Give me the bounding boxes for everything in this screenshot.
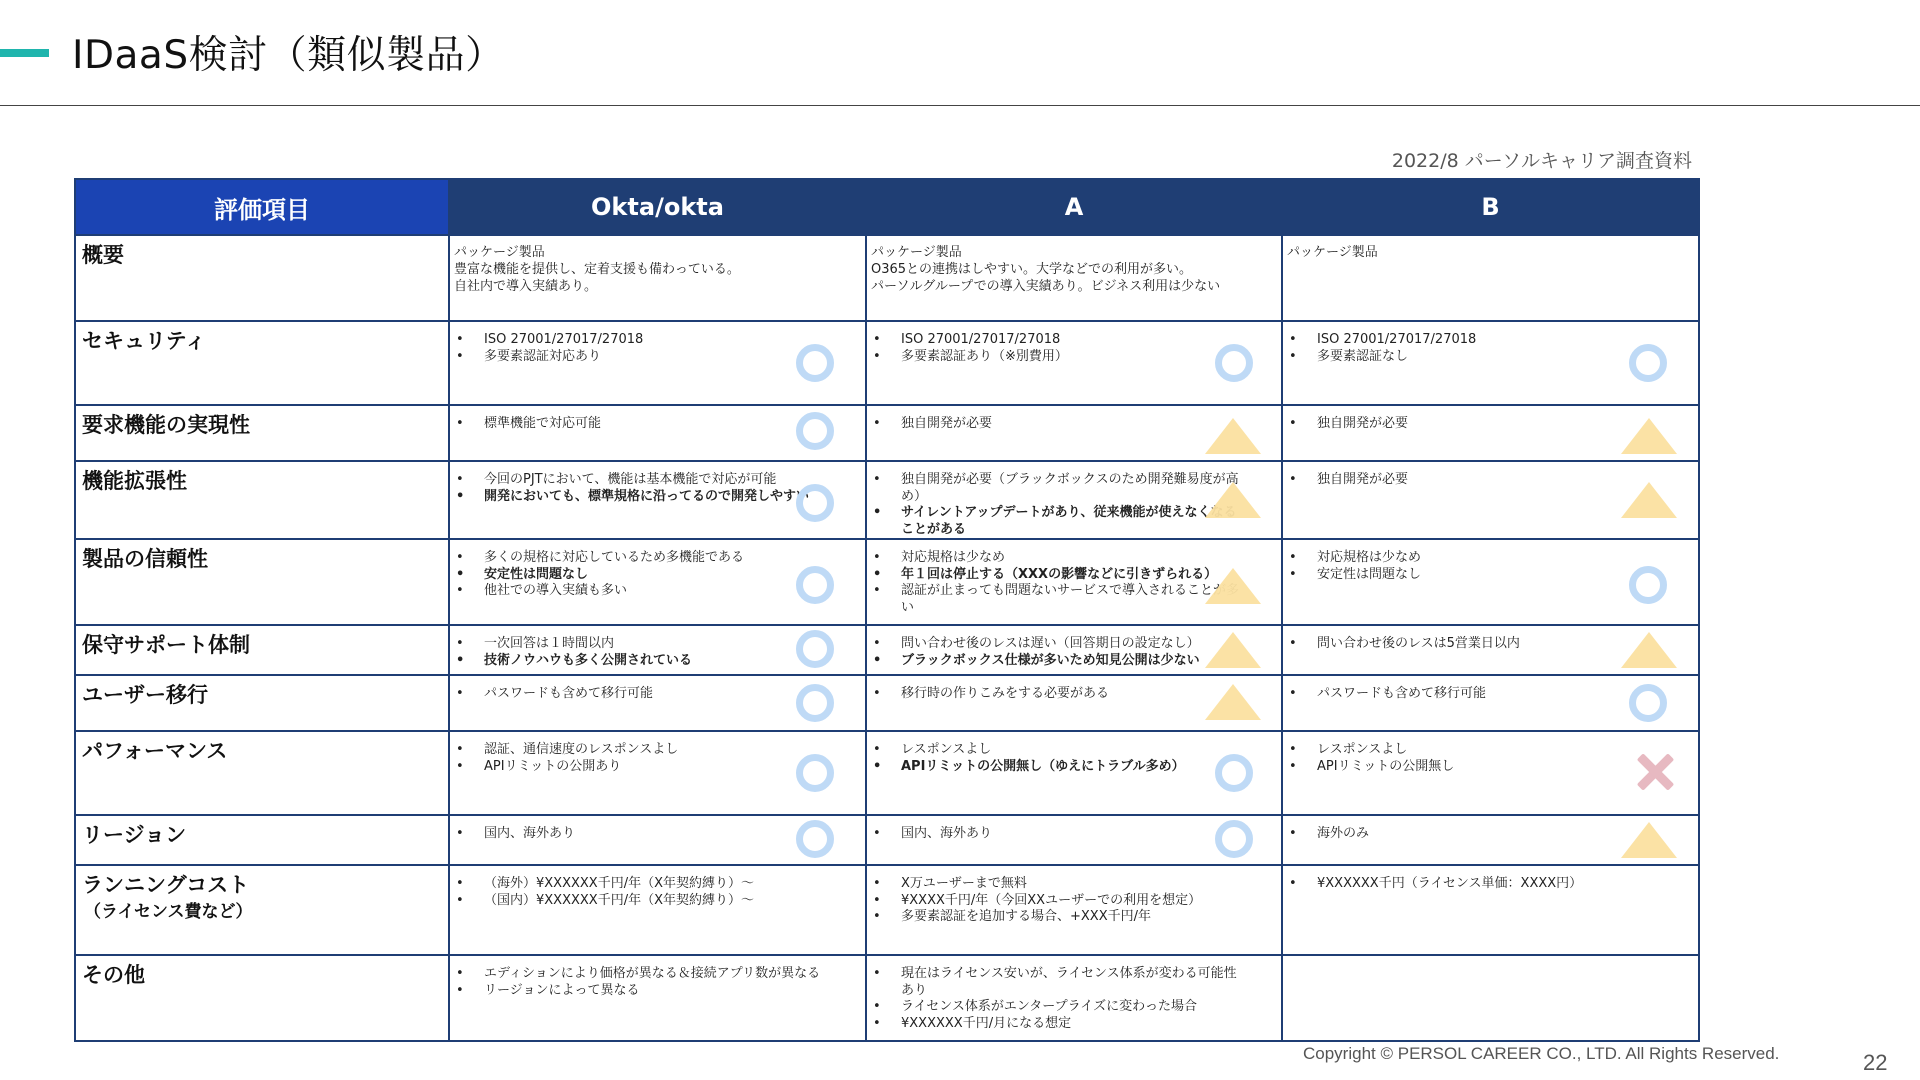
bullet-item: • ブラックボックス仕様が多いため知見公開は少ない [873,653,1241,670]
table-row [75,955,1699,1041]
bullet-item: • APIリミットの公開無し（ゆえにトラブル多め） [873,759,1241,776]
eval-item-cell [75,865,449,955]
bullet-item: • 今回のPJTにおいて、機能は基本機能で対応が可能 [456,472,825,489]
b-cell [1282,321,1699,405]
rating-triangle-icon [1621,482,1677,518]
bullet-item: • サイレントアップデートがあり、従来機能が使えなくなることがある [873,505,1241,538]
table-row [75,235,1699,321]
bullet-item: • ISO 27001/27017/27018 [456,332,825,349]
rating-circle-icon [1215,344,1253,382]
bullet-item: • 現在はライセンス安いが、ライセンス体系が変わる可能性あり [873,966,1241,999]
rating-circle-icon [796,820,834,858]
rating-triangle-icon [1621,418,1677,454]
rating-circle-icon [796,484,834,522]
bullet-item: • パスワードも含めて移行可能 [456,686,825,703]
bullet-item: • （海外）¥XXXXXX千円/年（X年契約縛り）～ [456,876,825,893]
a-cell [866,235,1282,321]
source-note: 2022/8 パーソルキャリア調査資料 [1391,150,1692,172]
okta-cell [449,675,866,731]
header-b: B [1282,179,1699,235]
bullet-item: • レスポンスよし [873,742,1241,759]
b-cell [1282,865,1699,955]
a-cell [866,731,1282,815]
b-cell [1282,675,1699,731]
eval-item-label: リージョン [82,823,187,847]
eval-item-label: セキュリティ [82,329,206,353]
table-row [75,731,1699,815]
bullet-item: • 開発においても、標準規格に沿ってるので開発しやすい [456,489,825,506]
a-cell [866,461,1282,539]
a-cell [866,321,1282,405]
b-cell [1282,235,1699,321]
table-row [75,865,1699,955]
rating-triangle-icon [1621,822,1677,858]
bullet-item: • 移行時の作りこみをする必要がある [873,686,1241,703]
rating-circle-icon [1629,566,1667,604]
bullet-list [450,956,865,999]
table-row [75,461,1699,539]
bullet-item: • 問い合わせ後のレスは5営業日以内 [1289,636,1658,653]
bullet-list [867,956,1281,1032]
okta-cell [449,539,866,625]
b-cell [1282,625,1699,675]
overview-text [867,236,1281,295]
eval-item-cell [75,675,449,731]
bullet-item: • 多くの規格に対応しているため多機能である [456,550,825,567]
bullet-item: • レスポンスよし [1289,742,1658,759]
eval-item-cell [75,955,449,1041]
bullet-item: • APIリミットの公開あり [456,759,825,776]
bullet-item: • 認証、通信速度のレスポンスよし [456,742,825,759]
b-cell [1282,405,1699,461]
bullet-list [450,866,865,909]
rating-cross-icon [1635,752,1675,792]
eval-item-label: 要求機能の実現性 [82,413,250,437]
comparison-table [74,178,1700,1042]
eval-item-label: 機能拡張性 [82,469,187,493]
bullet-item: • 標準機能で対応可能 [456,416,825,433]
bullet-item: • 国内、海外あり [456,826,825,843]
rating-circle-icon [796,630,834,668]
eval-item-cell [75,405,449,461]
rating-triangle-icon [1205,418,1261,454]
eval-item-cell [75,539,449,625]
bullet-item: • ISO 27001/27017/27018 [873,332,1241,349]
bullet-item: • （国内）¥XXXXXX千円/年（X年契約縛り）～ [456,893,825,910]
table-row [75,321,1699,405]
eval-item-cell [75,625,449,675]
title-divider [0,105,1920,106]
bullet-list [867,866,1281,926]
rating-circle-icon [796,566,834,604]
bullet-item: • 多要素認証対応あり [456,349,825,366]
footer-copyright: Copyright © PERSOL CAREER CO., LTD. All Rights Reserved. [1303,1044,1780,1063]
bullet-item: • APIリミットの公開無し [1289,759,1658,776]
bullet-item: • 認証が止まっても問題ないサービスで導入されることが多い [873,583,1241,616]
rating-circle-icon [1215,754,1253,792]
bullet-item: • X万ユーザーまで無料 [873,876,1241,893]
okta-cell [449,625,866,675]
okta-cell [449,815,866,865]
bullet-item: • パスワードも含めて移行可能 [1289,686,1658,703]
okta-cell [449,321,866,405]
eval-item-label: ランニングコスト [82,873,250,897]
table-row [75,405,1699,461]
a-cell [866,539,1282,625]
bullet-item: • 技術ノウハウも多く公開されている [456,653,825,670]
bullet-item: • 問い合わせ後のレスは遅い（回答期日の設定なし） [873,636,1241,653]
eval-item-label: 概要 [82,243,124,267]
bullet-item: • 多要素認証あり（※別費用） [873,349,1241,366]
table-row [75,815,1699,865]
eval-item-label: パフォーマンス [82,739,228,763]
eval-item-cell [75,321,449,405]
okta-cell [449,235,866,321]
table-row [75,625,1699,675]
a-cell [866,625,1282,675]
overview-line: 豊富な機能を提供し、定着支援も備わっている。 [454,262,740,277]
bullet-item: • 独自開発が必要（ブラックボックスのため開発難易度が高め） [873,472,1241,505]
bullet-item: • エディションにより価格が異なる＆接続アプリ数が異なる [456,966,825,983]
rating-circle-icon [796,344,834,382]
eval-item-sublabel: （ライセンス費など） [84,902,253,923]
bullet-item: • ¥XXXX千円/年（今回XXユーザーでの利用を想定） [873,893,1241,910]
rating-circle-icon [796,684,834,722]
overview-line: O365との連携はしやすい。大学などでの利用が多い。 [871,262,1193,277]
bullet-item: • ISO 27001/27017/27018 [1289,332,1658,349]
bullet-item: • 海外のみ [1289,826,1658,843]
bullet-item: • 安定性は問題なし [456,567,825,584]
bullet-item: • 安定性は問題なし [1289,567,1658,584]
eval-item-cell [75,461,449,539]
bullet-item: • 独自開発が必要 [873,416,1241,433]
table-row [75,539,1699,625]
b-cell [1282,815,1699,865]
bullet-item: • 対応規格は少なめ [873,550,1241,567]
header-a: A [866,179,1282,235]
eval-item-cell [75,815,449,865]
overview-line: パーソルグループでの導入実績あり。ビジネス利用は少ない [871,279,1221,294]
okta-cell [449,865,866,955]
rating-triangle-icon [1621,632,1677,668]
a-cell [866,405,1282,461]
rating-circle-icon [796,412,834,450]
rating-triangle-icon [1205,568,1261,604]
eval-item-label: その他 [82,963,145,987]
bullet-item: • 他社での導入実績も多い [456,583,825,600]
table-header-row [75,179,1699,235]
b-cell [1282,955,1699,1041]
overview-text [450,236,865,295]
bullet-list [1283,866,1698,893]
bullet-item: • ¥XXXXXX千円（ライセンス単価：XXXX円） [1289,876,1658,893]
b-cell [1282,539,1699,625]
rating-circle-icon [1629,344,1667,382]
header-eval-item: 評価項目 [75,179,449,235]
a-cell [866,675,1282,731]
bullet-item: • 多要素認証なし [1289,349,1658,366]
bullet-item: • 多要素認証を追加する場合、+XXX千円/年 [873,909,1241,926]
bullet-item: • 年１回は停止する（XXXの影響などに引きずられる） [873,567,1241,584]
overview-line: パッケージ製品 [871,245,962,260]
page-number: 22 [1863,1050,1888,1075]
rating-triangle-icon [1205,632,1261,668]
b-cell [1282,461,1699,539]
bullet-item: • 独自開発が必要 [1289,472,1658,489]
b-cell [1282,731,1699,815]
eval-item-cell [75,235,449,321]
okta-cell [449,731,866,815]
bullet-item: • 独自開発が必要 [1289,416,1658,433]
a-cell [866,865,1282,955]
table-row [75,675,1699,731]
okta-cell [449,461,866,539]
bullet-item: • リージョンによって異なる [456,983,825,1000]
page-title: IDaaS検討（類似製品） [72,33,505,78]
rating-circle-icon [1215,820,1253,858]
bullet-item: • 対応規格は少なめ [1289,550,1658,567]
bullet-item: • 国内、海外あり [873,826,1241,843]
bullet-item: • ライセンス体系がエンタープライズに変わった場合 [873,999,1241,1016]
rating-circle-icon [796,754,834,792]
rating-triangle-icon [1205,482,1261,518]
title-accent-bar [0,49,49,57]
eval-item-label: 保守サポート体制 [82,633,250,657]
okta-cell [449,405,866,461]
overview-text [1283,236,1698,261]
header-okta: Okta/okta [449,179,866,235]
eval-item-label: ユーザー移行 [82,683,208,707]
eval-item-cell [75,731,449,815]
rating-triangle-icon [1205,684,1261,720]
a-cell [866,955,1282,1041]
eval-item-label: 製品の信頼性 [82,547,208,571]
overview-line: 自社内で導入実績あり。 [454,279,598,294]
a-cell [866,815,1282,865]
overview-line: パッケージ製品 [454,245,545,260]
rating-circle-icon [1629,684,1667,722]
okta-cell [449,955,866,1041]
overview-line: パッケージ製品 [1287,245,1378,260]
bullet-item: • ¥XXXXXX千円/月になる想定 [873,1016,1241,1033]
bullet-item: • 一次回答は１時間以内 [456,636,825,653]
